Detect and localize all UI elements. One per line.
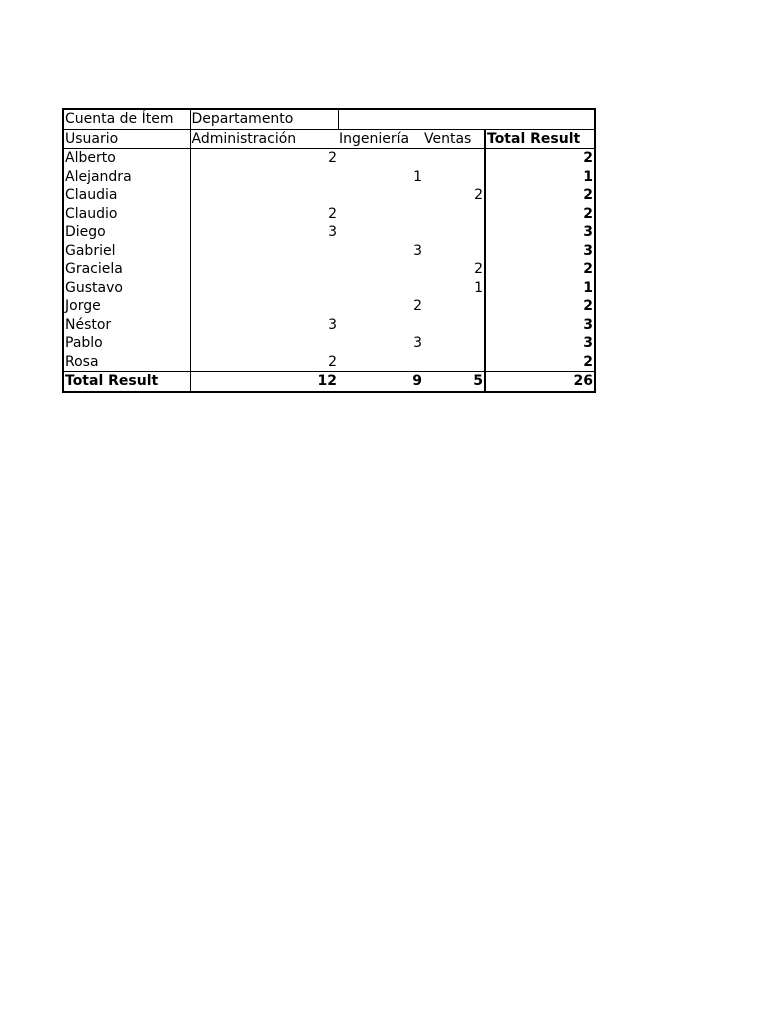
- row-value-administracion[interactable]: 3: [328, 316, 337, 333]
- table-row: [63, 149, 595, 168]
- row-user-name[interactable]: Pablo: [63, 334, 190, 353]
- row-value-ventas[interactable]: [423, 316, 485, 335]
- row-value-total[interactable]: 3: [485, 223, 595, 242]
- table-row: [63, 279, 595, 298]
- row-value-total[interactable]: 2: [485, 297, 595, 316]
- row-value-ventas[interactable]: 2: [423, 260, 485, 279]
- table-row: [63, 186, 595, 205]
- row-value-ingenieria[interactable]: [338, 279, 423, 298]
- row-value-administracion[interactable]: 3: [328, 224, 337, 241]
- row-value-ingenieria[interactable]: [338, 260, 423, 279]
- table-row: [63, 260, 595, 279]
- row-user-name[interactable]: Gabriel: [63, 242, 190, 261]
- row-value-administracion[interactable]: 2: [328, 353, 337, 370]
- row-user-name[interactable]: Alberto: [63, 149, 190, 168]
- row-value-total[interactable]: 2: [485, 205, 595, 224]
- row-value-administracion[interactable]: [190, 260, 338, 279]
- row-value-ingenieria[interactable]: [338, 353, 423, 372]
- row-value-administracion[interactable]: [190, 168, 338, 187]
- row-value-ventas[interactable]: [423, 353, 485, 372]
- row-value-ingenieria[interactable]: [338, 205, 423, 224]
- total-ingenieria[interactable]: 9: [338, 372, 423, 392]
- row-user-name[interactable]: Alejandra: [63, 168, 190, 187]
- row-value-ingenieria[interactable]: [338, 316, 423, 335]
- spreadsheet-page: [62, 108, 596, 393]
- row-user-name[interactable]: Rosa: [63, 353, 190, 372]
- pivot-table: [62, 108, 596, 393]
- row-value-administracion[interactable]: [190, 279, 338, 298]
- table-row: [63, 242, 595, 261]
- row-value-ventas[interactable]: [423, 334, 485, 353]
- row-value-total[interactable]: 1: [485, 168, 595, 187]
- column-header-administracion[interactable]: Administración: [190, 129, 338, 149]
- row-value-administracion[interactable]: [190, 297, 338, 316]
- total-administracion[interactable]: 12: [190, 372, 338, 392]
- row-value-ingenieria[interactable]: [338, 186, 423, 205]
- row-value-total[interactable]: 3: [485, 316, 595, 335]
- row-value-ventas[interactable]: 1: [423, 279, 485, 298]
- total-ventas[interactable]: 5: [423, 372, 485, 392]
- row-value-ingenieria[interactable]: 3: [413, 335, 422, 352]
- table-row: [63, 334, 595, 353]
- row-value-total[interactable]: 2: [485, 353, 595, 372]
- row-user-name[interactable]: Gustavo: [63, 279, 190, 298]
- row-value-ventas[interactable]: [423, 205, 485, 224]
- row-value-ventas[interactable]: [423, 168, 485, 187]
- table-row: [63, 297, 595, 316]
- table-row: [63, 353, 595, 372]
- row-value-ingenieria[interactable]: 1: [413, 168, 422, 185]
- pivot-total-row: [63, 372, 595, 392]
- pivot-header-row-2: [63, 129, 595, 149]
- corner-label[interactable]: Cuenta de Ítem: [63, 109, 190, 129]
- pivot-header-row-1: [63, 109, 595, 129]
- table-row: [63, 168, 595, 187]
- row-value-total[interactable]: 3: [485, 334, 595, 353]
- row-user-name[interactable]: Claudia: [63, 186, 190, 205]
- row-value-administracion[interactable]: [190, 334, 338, 353]
- row-value-administracion[interactable]: 2: [328, 205, 337, 222]
- row-value-administracion[interactable]: [190, 186, 338, 205]
- table-row: [63, 316, 595, 335]
- row-value-ingenieria[interactable]: 3: [413, 242, 422, 259]
- row-user-name[interactable]: Jorge: [63, 297, 190, 316]
- row-value-total[interactable]: 2: [485, 260, 595, 279]
- row-value-ventas[interactable]: [423, 242, 485, 261]
- column-field-label[interactable]: Departamento: [190, 109, 338, 129]
- row-value-ventas[interactable]: 2: [423, 186, 485, 205]
- row-value-ingenieria[interactable]: [338, 149, 423, 168]
- row-user-name[interactable]: Diego: [63, 223, 190, 242]
- row-value-administracion[interactable]: 2: [328, 150, 337, 167]
- row-value-administracion[interactable]: [190, 242, 338, 261]
- row-value-ventas[interactable]: [423, 149, 485, 168]
- row-user-name[interactable]: Graciela: [63, 260, 190, 279]
- table-row: [63, 223, 595, 242]
- total-row-label[interactable]: Total Result: [63, 372, 190, 392]
- row-value-total[interactable]: 2: [485, 186, 595, 205]
- header-empty-cell[interactable]: [338, 109, 595, 129]
- row-value-total[interactable]: 3: [485, 242, 595, 261]
- row-user-name[interactable]: Claudio: [63, 205, 190, 224]
- row-value-ventas[interactable]: [423, 297, 485, 316]
- column-header-ventas[interactable]: Ventas: [423, 129, 485, 149]
- row-value-total[interactable]: 1: [485, 279, 595, 298]
- row-field-label[interactable]: Usuario: [63, 129, 190, 149]
- grand-total[interactable]: 26: [485, 372, 595, 392]
- column-header-ingenieria[interactable]: Ingeniería: [338, 129, 423, 149]
- column-header-total[interactable]: Total Result: [485, 129, 595, 149]
- row-value-total[interactable]: 2: [485, 149, 595, 168]
- row-value-ingenieria[interactable]: 2: [413, 298, 422, 315]
- row-value-ingenieria[interactable]: [338, 223, 423, 242]
- row-value-ventas[interactable]: [423, 223, 485, 242]
- row-user-name[interactable]: Néstor: [63, 316, 190, 335]
- table-row: [63, 205, 595, 224]
